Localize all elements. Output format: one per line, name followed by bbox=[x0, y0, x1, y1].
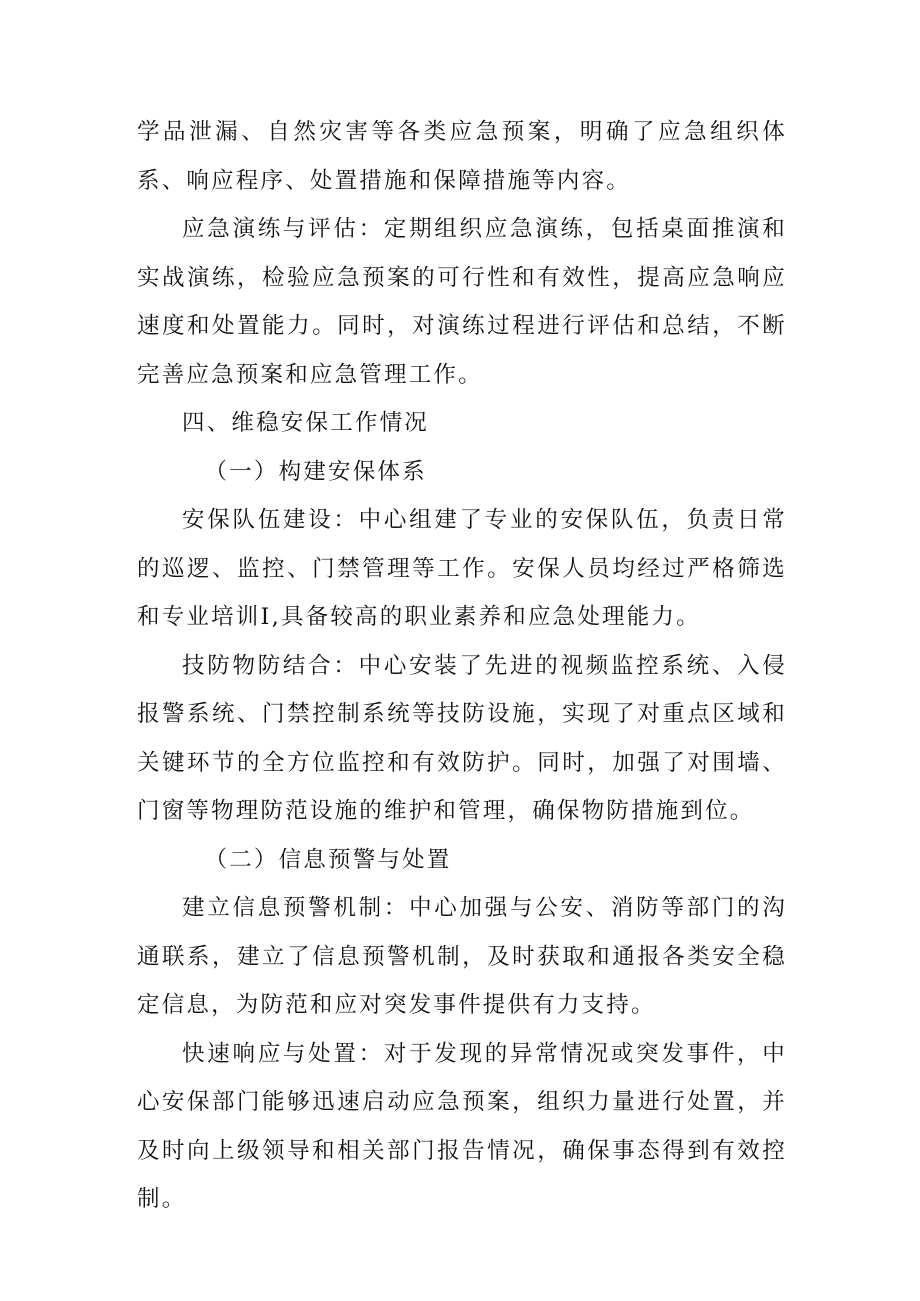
section-heading-security: 四、维稳安保工作情况 bbox=[182, 410, 430, 436]
paragraph-security-team: 安保队伍建设：中心组建了专业的安保队伍，负责日常的巡逻、监控、门禁管理等工作。安保人员均经过严格筛选和专业培训I,具备较高的职业素养和应急处理能力。 bbox=[137, 507, 787, 630]
paragraph-tech-physical-defense: 技防物防结合：中心安装了先进的视频监控系统、入侵报警系统、门禁控制系统等技防设施，实现了对重点区域和关键环节的全方位监控和有效防护。同时，加强了对围墙、门窗等物理防范设施的维护和管理，确保物防措施到位。 bbox=[137, 652, 787, 824]
paragraph-continued: 学品泄漏、自然灾害等各类应急预案，明确了应急组织体系、响应程序、处置措施和保障措施等内容。 bbox=[137, 119, 787, 194]
document-body bbox=[137, 108, 787, 1224]
paragraph-emergency-drill: 应急演练与评估：定期组织应急演练，包括桌面推演和实战演练，检验应急预案的可行性和有效性，提高应急响应速度和处置能力。同时，对演练过程进行评估和总结，不断完善应急预案和应急管理工作。 bbox=[137, 216, 787, 388]
subsection-heading-warning-handling: （二）信息预警与处置 bbox=[204, 846, 452, 873]
paragraph-rapid-response: 快速响应与处置：对于发现的异常情况或突发事件，中心安保部门能够迅速启动应急预案，组织力量进行处置，并及时向上级领导和相关部门报告情况，确保事态得到有效控制。 bbox=[137, 1040, 787, 1212]
subsection-heading-build-system: （一）构建安保体系 bbox=[204, 458, 427, 485]
paragraph-warning-mechanism: 建立信息预警机制：中心加强与公安、消防等部门的沟通联系，建立了信息预警机制，及时获取和通报各类安全稳定信息，为防范和应对突发事件提供有力支持。 bbox=[137, 895, 787, 1018]
